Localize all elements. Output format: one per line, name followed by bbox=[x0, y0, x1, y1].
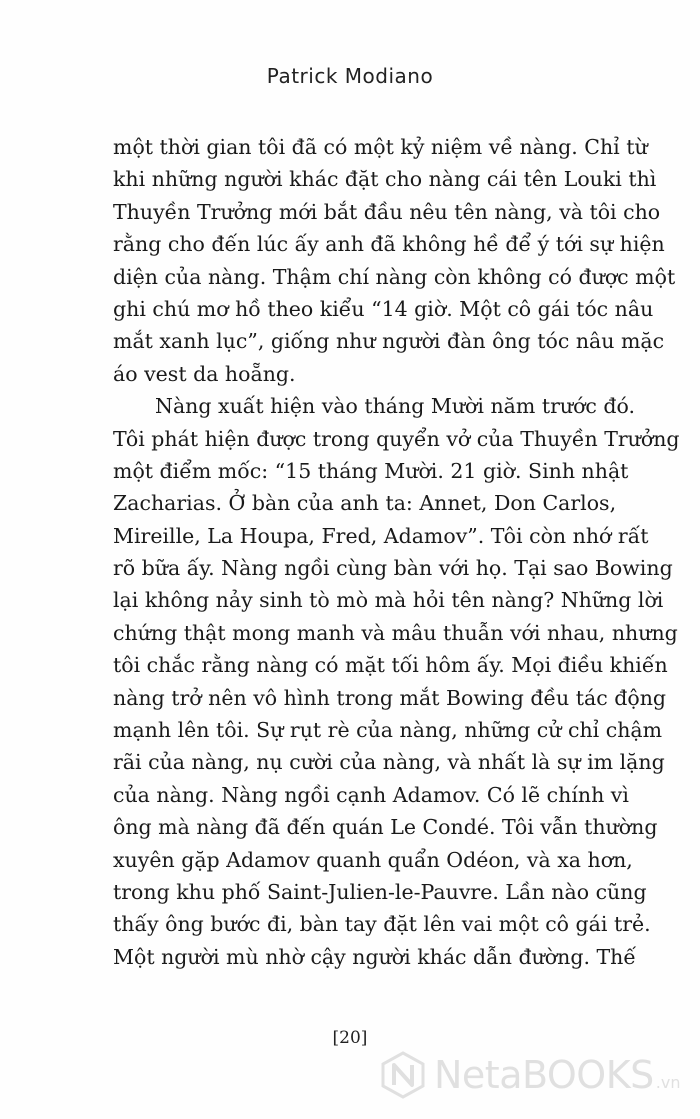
running-header-author: Patrick Modiano bbox=[266, 64, 434, 88]
text-line: một thời gian tôi đã có một kỷ niệm về nàng. Chỉ từ bbox=[113, 135, 648, 159]
text-line: của nàng. Nàng ngồi cạnh Adamov. Có lẽ chính vì bbox=[113, 782, 629, 807]
text-line: ghi chú mơ hồ theo kiểu “14 giờ. Một cô gái tóc nâu bbox=[113, 296, 654, 321]
text-line: thấy ông bước đi, bàn tay đặt lên vai một cô gái trẻ. bbox=[113, 912, 651, 937]
text-line: tôi chắc rằng nàng có mặt tối hôm ấy. Mọi điều khiến bbox=[113, 653, 668, 678]
text-line: mắt xanh lục”, giống như người đàn ông tóc nâu mặc bbox=[113, 329, 665, 354]
text-line: trong khu phố Saint-Julien-le-Pauvre. Lần nào cũng bbox=[113, 879, 647, 904]
text-line: Mireille, La Houpa, Fred, Adamov”. Tôi còn nhớ rất bbox=[113, 523, 649, 548]
text-line: rãi của nàng, nụ cười của nàng, và nhất là sự im lặng bbox=[113, 750, 665, 775]
watermark bbox=[378, 1040, 680, 1110]
text-line: khi những người khác đặt cho nàng cái tên Louki thì bbox=[113, 167, 657, 192]
text-line: Tôi phát hiện được trong quyển vở của Thuyền Trưởng bbox=[113, 426, 680, 451]
text-line: áo vest da hoẵng. bbox=[113, 361, 296, 386]
watermark-suffix: .vn bbox=[655, 1073, 681, 1092]
text-line: rằng cho đến lúc ấy anh đã không hề để ý tới sự hiện bbox=[113, 232, 665, 257]
watermark-brand: NetaBOOKS bbox=[434, 1053, 654, 1097]
text-line: mạnh lên tôi. Sự rụt rè của nàng, những cử chỉ chậm bbox=[113, 718, 663, 743]
text-line: ông mà nàng đã đến quán Le Condé. Tôi vẫn thường bbox=[113, 815, 658, 840]
text-line: chứng thật mong manh và mâu thuẫn với nhau, nhưng bbox=[113, 620, 678, 645]
neta-n-hexagon-icon bbox=[378, 1050, 428, 1100]
text-line: Zacharias. Ở bàn của anh ta: Annet, Don Carlos, bbox=[113, 491, 617, 516]
text-line: Một người mù nhờ cậy người khác dẫn đường. Thế bbox=[113, 944, 636, 969]
text-line: xuyên gặp Adamov quanh quẩn Odéon, và xa hơn, bbox=[113, 847, 633, 872]
page-number: [20] bbox=[332, 1028, 368, 1048]
text-line: một điểm mốc: “15 tháng Mười. 21 giờ. Sinh nhật bbox=[113, 458, 629, 483]
text-line: rõ bữa ấy. Nàng ngồi cùng bàn với họ. Tại sao Bowing bbox=[113, 556, 673, 581]
text-line-paragraph-start: Nàng xuất hiện vào tháng Mười năm trước đó. bbox=[155, 394, 636, 419]
text-line: lại không nảy sinh tò mò mà hỏi tên nàng? Những lời bbox=[113, 588, 664, 613]
body-text bbox=[113, 131, 680, 973]
text-line: diện của nàng. Thậm chí nàng còn không có được một bbox=[113, 264, 676, 289]
text-line: nàng trở nên vô hình trong mắt Bowing đều tác động bbox=[113, 685, 667, 710]
text-line: Thuyền Trưởng mới bắt đầu nêu tên nàng, và tôi cho bbox=[113, 199, 661, 224]
